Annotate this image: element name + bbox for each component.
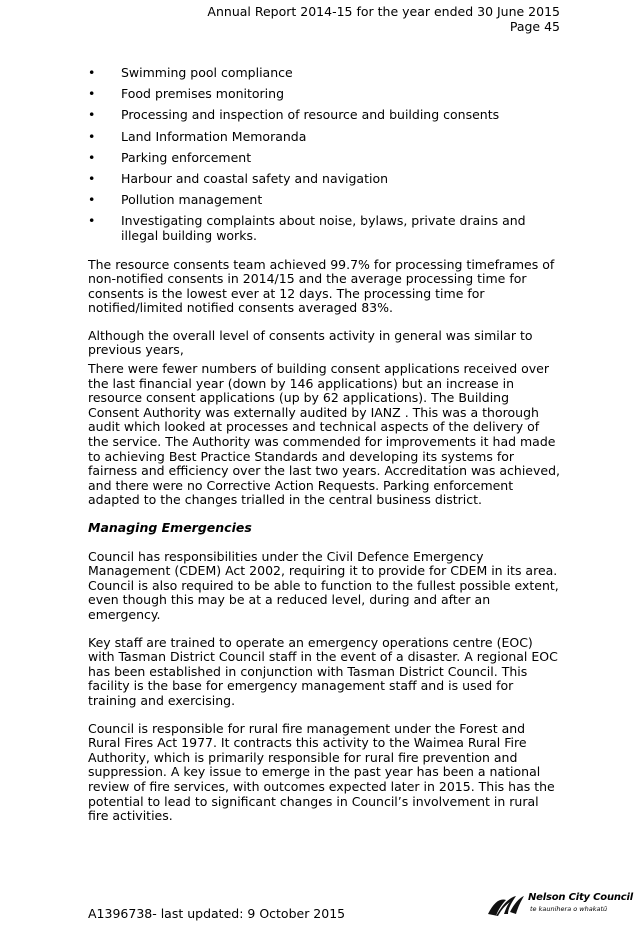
- list-item: [88, 214, 560, 243]
- list-item-text: Parking enforcement: [121, 149, 252, 165]
- list-item-text: Investigating complaints about noise, bylaws, private drains and illegal building works.: [121, 213, 526, 243]
- bullet-icon: •: [88, 192, 96, 208]
- list-item: [88, 66, 560, 81]
- paragraph-consents-activity: Although the overall level of consents activity in general was similar to previous years,: [88, 327, 533, 358]
- list-item: [88, 130, 560, 145]
- document-reference: A1396738- last updated: 9 October 2015: [88, 906, 346, 921]
- list-item: [88, 172, 560, 187]
- paragraph-resource-consents: The resource consents team achieved 99.7% for processing timeframes of non-notified consents in 2014/15 and the average processing time for consents is the lowest ever at 12 days. The processing time for notified/limited notified consents averaged 83%.: [88, 256, 555, 316]
- bullet-icon: •: [88, 170, 96, 186]
- section-heading: Managing Emergencies: [88, 520, 252, 535]
- list-item: [88, 108, 560, 123]
- list-item-text: Processing and inspection of resource and building consents: [121, 107, 500, 123]
- list-item-text: Swimming pool compliance: [121, 65, 293, 80]
- list-item-text: Food premises monitoring: [121, 86, 285, 102]
- bullet-icon: •: [88, 65, 96, 80]
- page-header: [207, 4, 560, 34]
- bullet-icon: •: [88, 213, 96, 229]
- bullet-icon: •: [88, 149, 96, 165]
- council-logo: [486, 892, 633, 922]
- page-number: Page 45: [509, 19, 560, 34]
- list-item: [88, 87, 560, 102]
- document-body: [88, 66, 560, 837]
- list-item: [88, 151, 560, 166]
- report-title: Annual Report 2014-15 for the year ended 30 June 2015: [207, 4, 560, 19]
- paragraph-cdem: Council has responsibilities under the Civil Defence Emergency Management (CDEM) Act 2002, requiring it to provide for CDEM in its area. Council is also required to be able to function to the fullest possible extent, even though this may be at a reduced level, during and after an emergency.: [88, 548, 559, 622]
- bullet-icon: •: [88, 86, 96, 102]
- logo-tagline: te kaunihera o whakatū: [530, 905, 608, 913]
- list-item-text: Land Information Memoranda: [121, 128, 307, 144]
- paragraph-eoc: Key staff are trained to operate an emergency operations centre (EOC) with Tasman District Council staff in the event of a disaster. A regional EOC has been established in conjunction with Tasman District Council. This facility is the base for emergency management staff and is used for training and exercising.: [88, 634, 558, 708]
- logo-name: Nelson City Council: [528, 892, 633, 903]
- paragraph-building-consents: There were fewer numbers of building consent applications received over the last financial year (down by 146 applications) but an increase in resource consent applications (up by 62 applications). The Building Consent Authority was externally audited by IANZ . This was a thorough audit which looked at processes and technical aspects of the delivery of the service. The Authority was commended for improvements it had made to achieving Best Practice Standards and developing its systems for fairness and efficiency over the last two years. Accreditation was achieved, and there were no Corrective Action Requests. Parking enforcement adapted to the changes trialled in the central business district.: [88, 361, 560, 508]
- bullet-list: [88, 66, 560, 244]
- council-logo-icon: [486, 892, 526, 918]
- list-item: [88, 193, 560, 208]
- list-item-text: Harbour and coastal safety and navigation: [121, 170, 389, 186]
- bullet-icon: •: [88, 128, 96, 144]
- list-item-text: Pollution management: [121, 192, 263, 208]
- bullet-icon: •: [88, 107, 96, 123]
- paragraph-rural-fire: Council is responsible for rural fire management under the Forest and Rural Fires Act 1977. It contracts this activity to the Waimea Rural Fire Authority, which is primarily responsible for rural fire prevention and suppression. A key issue to emerge in the past year has been a national review of fire services, with outcomes expected later in 2015. This has the potential to lead to significant changes in Council’s involvement in rural fire activities.: [88, 720, 555, 824]
